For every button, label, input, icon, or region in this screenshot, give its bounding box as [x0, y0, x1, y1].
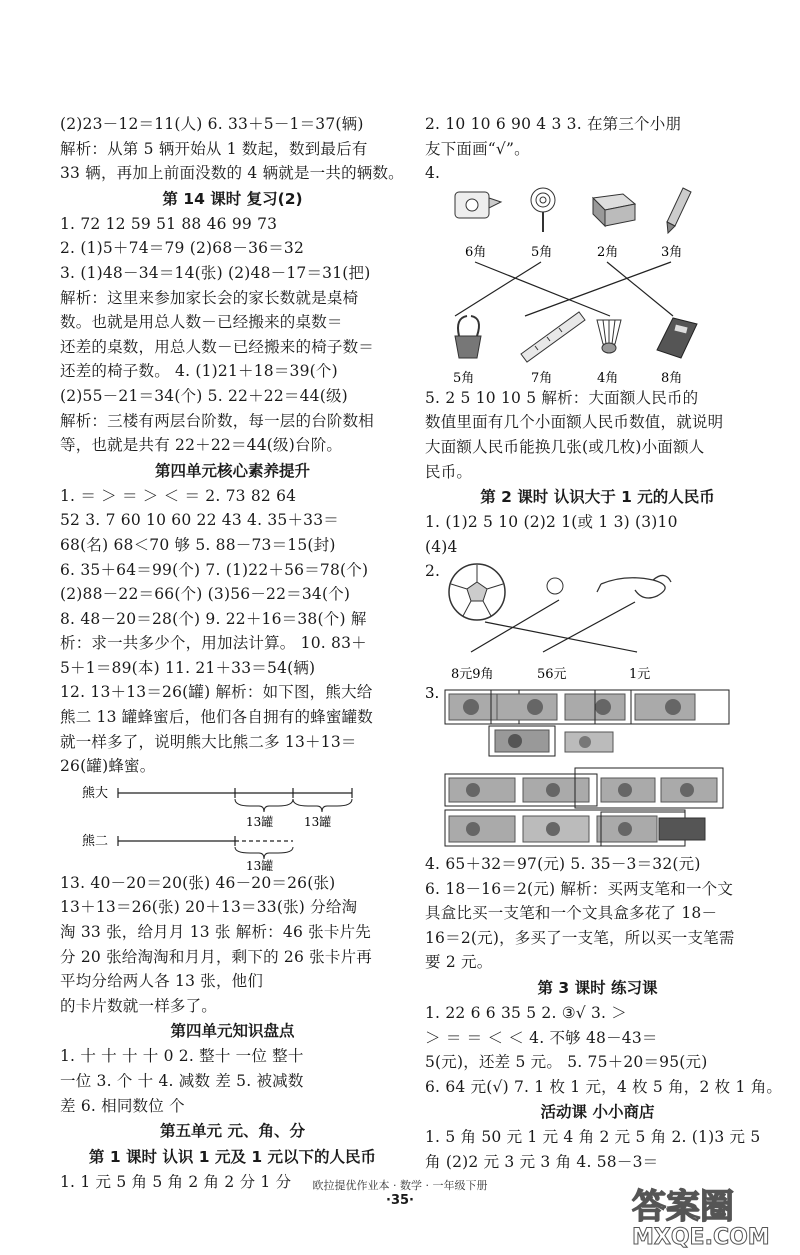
lines-d — [425, 852, 770, 975]
text-line: 1. 72 12 59 51 88 46 99 73 — [60, 214, 278, 233]
lines-e — [60, 1044, 405, 1118]
text-line: 33 辆，再加上前面没数的 4 辆就是一共的辆数。 — [60, 164, 404, 183]
label-xionger: 熊二 — [82, 833, 109, 849]
price-label: 1元 — [629, 666, 651, 682]
lines-a — [425, 112, 770, 186]
sharpener-icon — [455, 192, 501, 218]
segment-diagram — [60, 779, 405, 871]
text-line: 2. 10 10 6 90 4 3 3. 在第三个小朋 — [425, 115, 682, 133]
brace — [235, 847, 293, 859]
text-line: 还差的桌数，用总人数－已经搬来的椅子数＝ — [60, 337, 375, 356]
lines-c — [60, 484, 405, 779]
match-line — [455, 262, 541, 316]
text-line: 就一样多了，说明熊大比熊二多 13＋13＝ — [60, 732, 357, 751]
right-column — [425, 112, 783, 1174]
section-heading: 第四单元核心素养提升 — [154, 461, 310, 480]
banknote-group — [491, 690, 631, 724]
q2-price-row — [425, 662, 770, 684]
text-line: 26(罐)蜂蜜。 — [60, 757, 156, 776]
text-line: (4)4 — [425, 537, 458, 556]
text-line: (2)88－22＝66(个) (3)56－22＝34(个) — [60, 585, 351, 604]
section-heading: 活动课 小小商店 — [540, 1103, 655, 1122]
brace — [235, 799, 293, 812]
section-heading: 第 2 课时 认识大于 1 元的人民币 — [480, 488, 715, 507]
section-heading: 第五单元 元、角、分 — [160, 1122, 305, 1141]
text-line: 熊二 13 罐蜂蜜后，他们各自拥有的蜂蜜罐数 — [60, 708, 373, 727]
price-label: 8角 — [661, 370, 683, 386]
text-line: 6. 18－16＝2(元) 解析：买两支笔和一个文 — [425, 879, 734, 898]
match-line — [607, 262, 673, 316]
text-line: 还差的椅子数。 4. (1)21＋18＝39(个) — [60, 362, 338, 381]
text-line: 6. 64 元(√) 7. 1 枚 1 元，4 枚 5 角，2 枚 1 角。 — [425, 1077, 783, 1096]
match-line — [475, 262, 610, 316]
match-line — [525, 262, 671, 316]
text-line: 1. 22 6 6 35 5 2. ③√ 3. ＞ — [425, 1003, 628, 1022]
section-heading: 第 3 课时 练习课 — [537, 978, 658, 997]
text-line: 1. 5 角 50 元 1 元 4 角 2 元 5 角 2. (1)3 元 5 — [425, 1128, 761, 1147]
text-line: 析：求一共多少个，用加法计算。 10. 83＋ — [60, 634, 367, 653]
text-line: 1. 1 元 5 角 5 角 2 角 2 分 1 分 — [60, 1173, 292, 1192]
ruler-icon — [521, 312, 585, 362]
ping-pong-ball-icon — [547, 578, 563, 594]
price-label: 3角 — [661, 244, 683, 260]
text-line: 一位 3. 个 十 4. 减数 差 5. 被减数 — [60, 1072, 304, 1090]
q2-matching-figure — [425, 562, 770, 662]
q3-banknote-figure — [425, 684, 770, 852]
text-line: 6. 35＋64＝99(个) 7. (1)22＋56＝78(个) — [60, 560, 369, 579]
text-line: 差 6. 相同数位 个 — [60, 1096, 185, 1115]
text-line: 解析：这里来参加家长会的家长数就是桌椅 — [60, 288, 359, 307]
section-heading: 第 14 课时 复习(2) — [162, 189, 303, 208]
text-line: (2)23－12＝11(人) 6. 33＋5－1＝37(辆) — [60, 115, 364, 133]
brace-label: 13罐 — [304, 814, 332, 829]
price-label: 5角 — [453, 370, 475, 386]
text-line: 1. ＝ ＞ ＝ ＞ ＜ ＝ 2. 73 82 64 — [60, 486, 297, 505]
text-line: 16＝2(元)，多买了一支笔，所以买一支笔需 — [425, 928, 735, 947]
text-line: 2. — [425, 562, 441, 581]
text-line: 3. (1)48－34＝14(张) (2)48－17＝31(把) — [60, 263, 371, 282]
match-line — [543, 602, 635, 652]
price-label: 4角 — [597, 370, 619, 386]
price-label: 7角 — [531, 370, 553, 386]
banknote-group — [489, 726, 613, 756]
match-line — [485, 622, 637, 652]
text-line: 友下面画“√”。 — [425, 139, 530, 158]
text-line: 角 (2)2 元 3 元 3 角 4. 58－3＝ — [425, 1152, 659, 1171]
text-line: 数值里面有几个小面额人民币数值，就说明 — [425, 413, 724, 432]
price-label: 56元 — [537, 666, 567, 682]
text-line: 13＋13＝26(张) 20＋13＝33(张) 分给淘 — [60, 898, 358, 917]
text-line: 52 3. 7 60 10 60 22 43 4. 35＋33＝ — [60, 511, 339, 530]
binder-clip-icon — [455, 316, 481, 358]
text-line: 平均分给两人各 13 张，他们 — [60, 972, 264, 991]
banknote-group — [445, 810, 705, 846]
text-line: 4. 65＋32＝97(元) 5. 35－3＝32(元) — [425, 854, 701, 873]
eraser-icon — [593, 194, 635, 226]
text-line: 8. 48－20＝28(个) 9. 22＋16＝38(个) 解 — [60, 609, 367, 628]
text-line: ＞ ＝ ＝ ＜ ＜ 4. 不够 48－43＝ — [425, 1028, 658, 1047]
watermark-logo — [628, 1180, 778, 1250]
text-line: 等，也就是共有 22＋22＝44(级)台阶。 — [60, 436, 343, 455]
text-line: 大面额人民币能换几张(或几枚)小面额人 — [425, 437, 705, 456]
price-label: 8元9角 — [451, 666, 494, 682]
brace — [293, 799, 352, 812]
text-line: 5＋1＝89(本) 11. 21＋33＝54(辆) — [60, 658, 316, 677]
notebook-icon — [657, 318, 697, 358]
text-line: 民币。 — [425, 462, 473, 481]
text-line: 5(元)，还差 5 元。 5. 75＋20＝95(元) — [425, 1053, 708, 1072]
text-line: 数。也就是用总人数－已经搬来的桌数＝ — [60, 313, 343, 332]
watermark-url: MXQE.COM — [632, 1225, 770, 1250]
text-line: 13. 40－20＝20(张) 46－20＝26(张) — [60, 873, 336, 892]
text-line: 的卡片数就一样多了。 — [60, 996, 218, 1015]
page-number: ·35· — [386, 1193, 414, 1208]
watermark-text: 答案圈 — [632, 1187, 734, 1227]
text-line: 4. — [425, 164, 441, 183]
label-xiongda: 熊大 — [82, 785, 109, 801]
price-label: 5角 — [531, 244, 553, 260]
lines-b — [60, 212, 405, 458]
brace-label: 13罐 — [246, 858, 274, 871]
pencil-icon — [667, 188, 691, 233]
section-heading: 第 1 课时 认识 1 元及 1 元以下的人民币 — [88, 1148, 377, 1167]
jump-rope-icon — [597, 575, 671, 598]
lines-f — [425, 1125, 770, 1174]
price-label: 6角 — [465, 244, 487, 260]
text-line: 具盒比买一支笔和一个文具盒多花了 18－ — [425, 904, 718, 923]
page-footer: 欧拉提优作业本 · 数学 · 一年级下册 — [312, 1179, 488, 1192]
text-line: 12. 13＋13＝26(罐) 解析：如下图，熊大给 — [60, 683, 373, 702]
text-line: 淘 33 张，给月月 13 张 解析：46 张卡片先 — [60, 923, 371, 942]
text-line: 1. 十 十 十 十 0 2. 整十 一位 整十 — [60, 1047, 304, 1066]
left-column — [60, 112, 405, 1195]
lines-b — [425, 386, 770, 484]
text-line: (2)55－21＝34(个) 5. 22＋22＝44(级) — [60, 386, 348, 405]
lines-d — [60, 871, 405, 1019]
price-label: 2角 — [597, 244, 619, 260]
text-line: 68(名) 68＜70 够 5. 88－73＝15(封) — [60, 535, 336, 554]
text-line: 1. (1)2 5 10 (2)2 1(或 1 3) (3)10 — [425, 513, 678, 532]
text-line: 要 2 元。 — [425, 953, 493, 972]
q4-matching-figure — [425, 186, 770, 386]
text-line: 分 20 张给淘淘和月月，剩下的 26 张卡片再 — [60, 947, 372, 966]
text-line: 解析：三楼有两层台阶数，每一层的台阶数相 — [60, 411, 375, 430]
text-line: 解析：从第 5 辆开始从 1 数起，数到最后有 — [60, 139, 368, 158]
banknote-group — [445, 774, 597, 806]
lollipop-icon — [531, 188, 555, 232]
shuttlecock-icon — [597, 320, 621, 353]
lines-e — [425, 1001, 783, 1099]
section-heading: 第四单元知识盘点 — [170, 1022, 295, 1041]
text-line: 2. (1)5＋74＝79 (2)68－36＝32 — [60, 239, 305, 258]
question-number: 3. — [425, 683, 440, 702]
lines-a — [60, 112, 405, 186]
soccer-ball-icon — [449, 564, 505, 620]
text-line: 5. 2 5 10 10 5 解析：大面额人民币的 — [425, 388, 699, 407]
brace-label: 13罐 — [246, 814, 274, 829]
